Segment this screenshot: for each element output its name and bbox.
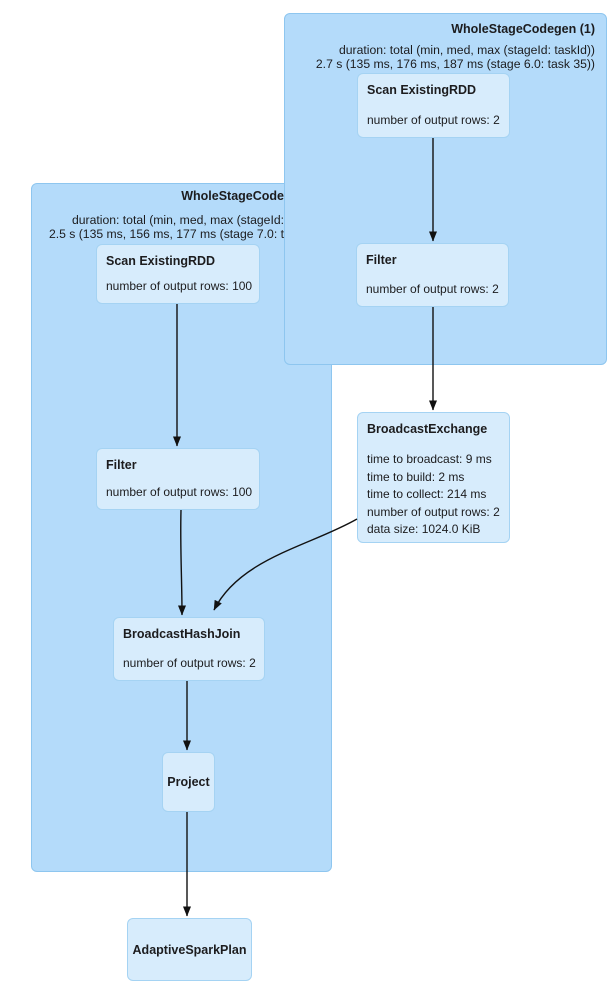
node-title: Filter bbox=[366, 253, 397, 267]
cluster-duration-line1: duration: total (min, med, max (stageId: taskId)) bbox=[338, 43, 595, 57]
node-broadcast-hash-join[interactable] bbox=[113, 617, 265, 681]
node-broadcast-exchange[interactable] bbox=[357, 412, 510, 543]
node-project[interactable] bbox=[162, 752, 215, 812]
node-title: Filter bbox=[106, 458, 137, 472]
node-title: Project bbox=[167, 775, 210, 789]
node-metric-time-broadcast: time to broadcast: 9 ms bbox=[367, 452, 492, 466]
node-metric-output-rows: number of output rows: 100 bbox=[106, 279, 253, 293]
cluster-duration bbox=[32, 214, 284, 242]
cluster-wholestagecodegen-1[interactable] bbox=[284, 13, 607, 365]
node-title: Scan ExistingRDD bbox=[106, 254, 216, 268]
node-filter-2[interactable] bbox=[96, 448, 260, 510]
node-metric-data-size: data size: 1024.0 KiB bbox=[367, 522, 481, 536]
node-title: AdaptiveSparkPlan bbox=[132, 942, 247, 957]
cluster-duration-line2: 2.5 s (135 ms, 156 ms, 177 ms (stage 7.0: t bbox=[48, 226, 284, 241]
cluster-duration bbox=[316, 44, 595, 72]
node-metric-output-rows: number of output rows: 2 bbox=[123, 656, 256, 670]
node-filter-1[interactable] bbox=[356, 243, 509, 307]
cluster-title: WholeStageCodegen (1) bbox=[451, 22, 595, 36]
node-metric-output-rows: number of output rows: 2 bbox=[367, 504, 500, 519]
node-scan-existingrdd-1[interactable] bbox=[357, 73, 510, 138]
node-metric-output-rows: number of output rows: 100 bbox=[106, 485, 253, 499]
node-metrics bbox=[367, 451, 500, 539]
node-title: Scan ExistingRDD bbox=[367, 83, 477, 97]
node-metric-output-rows: number of output rows: 2 bbox=[366, 282, 499, 296]
node-title: BroadcastExchange bbox=[367, 422, 488, 436]
node-metric-time-build: time to build: 2 ms bbox=[367, 469, 465, 484]
node-title: BroadcastHashJoin bbox=[123, 627, 241, 641]
cluster-title: WholeStageCode bbox=[181, 189, 284, 203]
cluster-duration-line2: 2.7 s (135 ms, 176 ms, 187 ms (stage 6.0: task 35)) bbox=[315, 56, 595, 71]
node-metric-time-collect: time to collect: 214 ms bbox=[367, 487, 487, 501]
cluster-duration-line1: duration: total (min, med, max (stageId: bbox=[71, 213, 284, 227]
node-adaptive-spark-plan[interactable] bbox=[127, 918, 252, 981]
node-metric-output-rows: number of output rows: 2 bbox=[367, 113, 500, 127]
node-scan-existingrdd-2[interactable] bbox=[96, 244, 260, 304]
